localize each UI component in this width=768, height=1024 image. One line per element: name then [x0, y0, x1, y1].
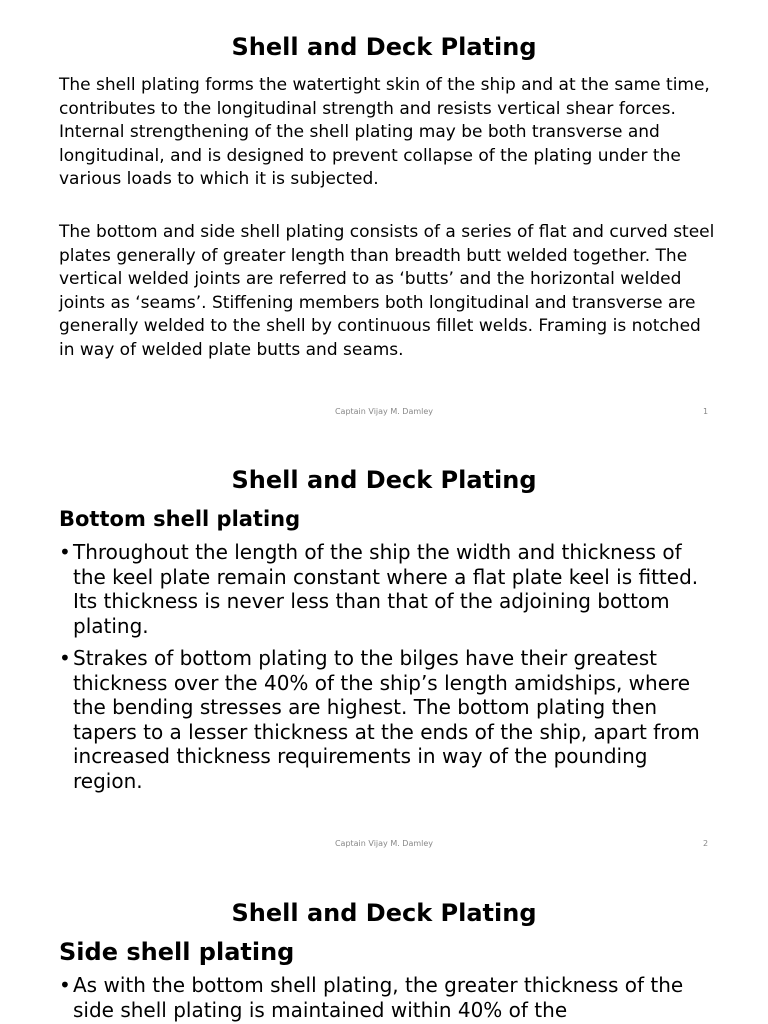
bullet-list — [59, 540, 709, 793]
slide-title: Shell and Deck Plating — [231, 899, 537, 927]
bullet-item — [59, 540, 709, 638]
page-number: 2 — [703, 839, 709, 848]
slide-2 — [0, 433, 768, 866]
bullet-text: Strakes of bottom plating to the bilges have their greatest thickness over the 40% of the ship’s length amidships, where the bending stresses are highest. The bottom plating then tapers to a lesser thickness at the ends of the ship, apart from increased thickness requirements in way of the pounding region. — [73, 646, 700, 793]
bullet-marker: • — [59, 540, 71, 564]
slide-title: Shell and Deck Plating — [231, 33, 537, 61]
bullet-text: As with the bottom shell plating, the greater thickness of the side shell plating is maintained within 40% of the — [73, 973, 684, 1022]
bullet-text: Throughout the length of the ship the width and thickness of the keel plate remain constant where a flat plate keel is fitted. Its thickness is never less than that of the adjoining bottom plating. — [73, 540, 699, 638]
slide-footer: Captain Vijay M. Damley — [334, 839, 434, 848]
section-subheading: Side shell plating — [59, 938, 295, 966]
bullet-list — [59, 973, 709, 1022]
section-subheading: Bottom shell plating — [59, 507, 301, 531]
bullet-item — [59, 646, 709, 793]
slide-title: Shell and Deck Plating — [231, 466, 537, 494]
slide-footer: Captain Vijay M. Damley — [334, 407, 434, 416]
slide-3 — [0, 866, 768, 1024]
paragraph: The bottom and side shell plating consists of a series of flat and curved steel plates generally of greater length than breadth butt welded together. The vertical welded joints are referred to as ‘butts’ and the horizontal welded joints as ‘seams’. Stiffening members both longitudinal and transverse are generally welded to the shell by continuous fillet welds. Framing is notched in way of welded plate butts and seams. — [59, 222, 715, 360]
page-number: 1 — [703, 407, 709, 416]
slide-1 — [0, 0, 768, 433]
paragraph: The shell plating forms the watertight skin of the ship and at the same time, contributes to the longitudinal strength and resists vertical shear forces. Internal strengthening of the shell plating may be both transverse and longitudinal, and is designed to prevent collapse of the plating under the various loads to which it is subjected. — [59, 75, 710, 189]
bullet-marker: • — [59, 973, 71, 997]
bullet-marker: • — [59, 646, 71, 670]
bullet-item — [59, 973, 709, 1022]
